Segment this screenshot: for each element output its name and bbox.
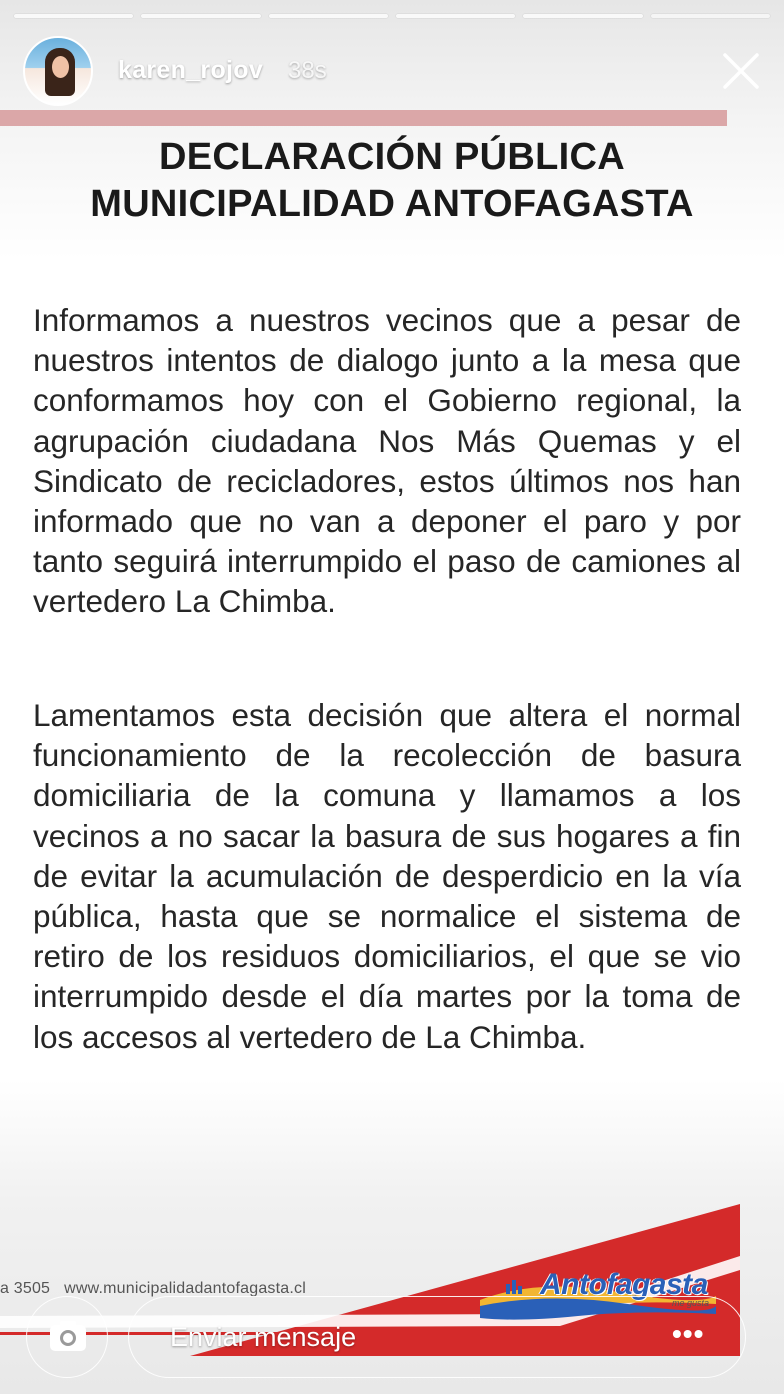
document-title <box>0 134 784 228</box>
user-avatar[interactable] <box>23 36 93 106</box>
progress-segment <box>14 14 133 18</box>
footer-url: www.municipalidadantofagasta.cl <box>64 1280 306 1297</box>
camera-button[interactable] <box>26 1296 108 1378</box>
message-placeholder: Enviar mensaje <box>170 1322 357 1352</box>
logo-text: Antofagasta <box>540 1268 708 1301</box>
progress-segment <box>396 14 515 18</box>
username[interactable]: karen_rojov <box>118 56 264 84</box>
footer-address: a 3505 <box>0 1280 51 1297</box>
story-progress <box>14 14 770 20</box>
story-timestamp: 38s <box>288 57 327 84</box>
progress-segment-active <box>651 14 770 18</box>
title-line-2: MUNICIPALIDAD ANTOFAGASTA <box>90 183 694 225</box>
more-icon[interactable]: ••• <box>672 1318 705 1349</box>
title-line-1: DECLARACIÓN PÚBLICA <box>159 136 625 178</box>
progress-segment <box>269 14 388 18</box>
document-top-stripe <box>0 110 727 126</box>
progress-segment <box>141 14 260 18</box>
progress-segment <box>523 14 642 18</box>
logo-subtitle: me gusta <box>672 1298 710 1308</box>
camera-icon <box>27 1297 109 1379</box>
paragraph-2: Lamentamos esta decisión que altera el normal funcionamiento de la recolección de basura domiciliaria de la comuna y llamamos a los vecinos a no sacar la basura de sus hogares a fin de evitar la acumulación de desperdicio en la vía pública, hasta que se normalice el sistema de retiro de los residuos domiciliarios, el que se vio interrumpido desde el día martes por la toma de los accesos al vertedero de La Chimba. <box>33 697 741 1055</box>
paragraph-1: Informamos a nuestros vecinos que a pesar de nuestros intentos de dialogo junto a la mesa que conformamos hoy con el Gobierno regional, la agrupación ciudadana Nos Más Quemas y el Sindicato de recicladores, estos últimos nos han informado que no van a deponer el paro y por tanto seguirá interrumpido el paso de camiones al vertedero La Chimba. <box>33 302 741 620</box>
close-icon[interactable] <box>722 52 760 90</box>
